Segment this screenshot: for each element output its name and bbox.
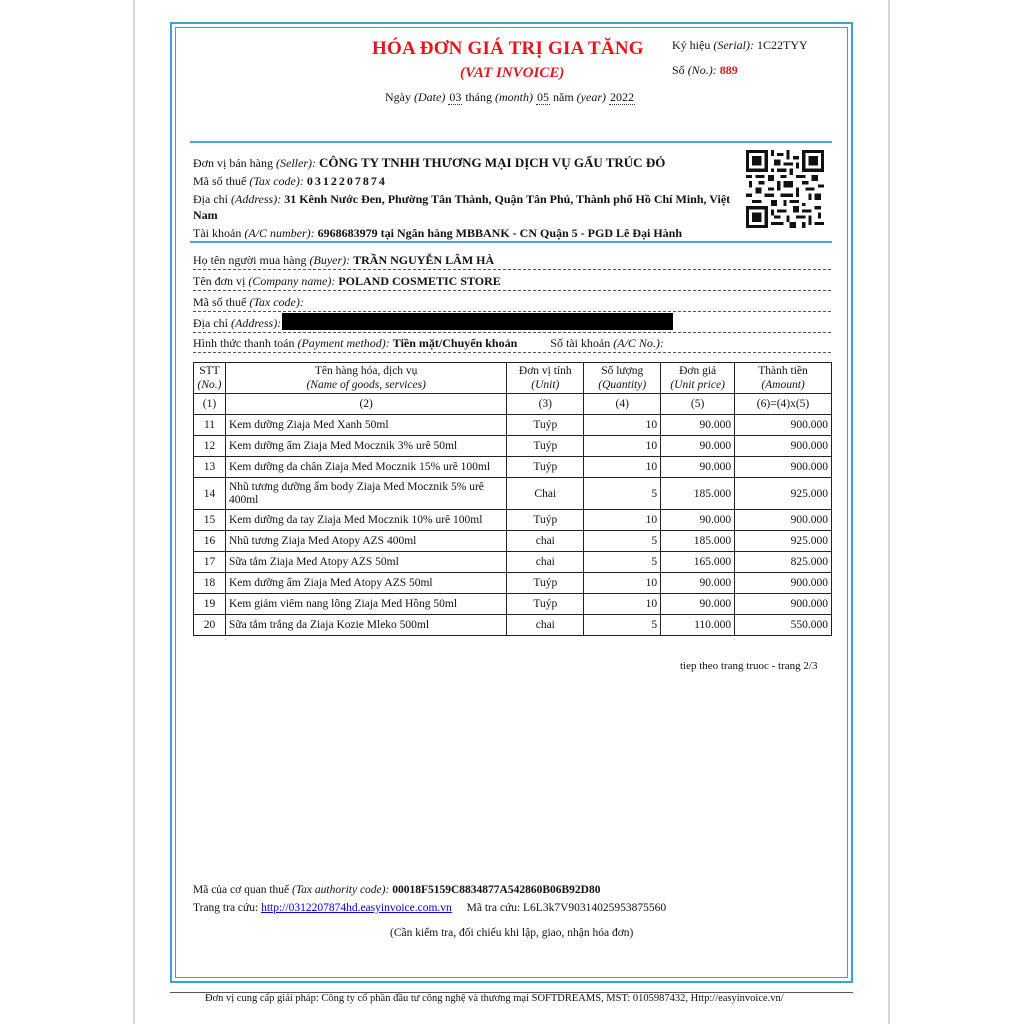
col-header-unit: Đơn vị tính (Unit) [507,363,584,394]
item-unit: Tuýp [507,573,584,594]
item-unit-price: 90.000 [661,510,735,531]
table-row [194,615,832,636]
buyer-company-line: Tên đơn vị (Company name): POLAND COSMETIC STORE [193,274,831,291]
item-name: Sữa tắm trắng da Ziaja Kozie Mleko 500ml [225,615,506,636]
column-index-row: (1) (2) (3) (4) (5) (6)=(4)x(5) [194,394,832,415]
item-unit: chai [507,552,584,573]
item-unit-price: 90.000 [661,415,735,436]
lookup-code: L6L3k7V90314025953875560 [523,902,667,914]
item-quantity: 5 [584,615,661,636]
col-header-amount: Thành tiền (Amount) [735,363,832,394]
item-amount: 925.000 [735,531,832,552]
authority-code-line: Mã của cơ quan thuế (Tax authority code): 00018F5159C8834877A542860B06B92D80 [193,884,601,896]
item-amount: 900.000 [735,457,832,478]
item-quantity: 10 [584,573,661,594]
row-number: 17 [194,552,226,573]
table-row [194,478,832,510]
row-number: 13 [194,457,226,478]
date-day: 03 [449,90,462,104]
invoice-title: HÓA ĐƠN GIÁ TRỊ GIA TĂNG [372,38,644,59]
item-quantity: 10 [584,415,661,436]
redacted-address [282,313,673,330]
row-number: 20 [194,615,226,636]
item-name: Sữa tắm Ziaja Med Atopy AZS 50ml [225,552,506,573]
col-header-no: STT (No.) [194,363,226,394]
seller-name-line: Đơn vị bán hàng (Seller): CÔNG TY TNHH THƯƠNG MẠI DỊCH VỤ GẤU TRÚC ĐỎ [193,155,666,170]
item-unit-price: 110.000 [661,615,735,636]
row-number: 11 [194,415,226,436]
col-header-unit-price: Đơn giá (Unit price) [661,363,735,394]
seller-account-line: Tài khoản (A/C number): 6968683979 tại Ngân hàng MBBANK - CN Quận 5 - PGD Lê Đại Hành [193,226,683,240]
item-name: Kem dưỡng da chân Ziaja Med Mocznik 15% urê 100ml [225,457,506,478]
item-unit: Chai [507,478,584,510]
table-row [194,573,832,594]
item-quantity: 10 [584,436,661,457]
lookup-link[interactable]: http://0312207874hd.easyinvoice.com.vn [261,902,452,914]
item-amount: 900.000 [735,436,832,457]
authority-code: 00018F5159C8834877A542860B06B92D80 [392,884,601,896]
lookup-line: Trang tra cứu: http://0312207874hd.easyinvoice.com.vn Mã tra cứu: L6L3k7V90314025953875560 [193,902,667,914]
item-name: Nhũ tương Ziaja Med Atopy AZS 400ml [225,531,506,552]
col-header-quantity: Số lượng (Quantity) [584,363,661,394]
row-number: 16 [194,531,226,552]
paper-edge-right [888,0,890,1024]
row-number: 14 [194,478,226,510]
item-unit: Tuýp [507,415,584,436]
divider [190,141,832,143]
buyer-name: TRẦN NGUYỄN LÂM HÀ [353,253,495,267]
item-unit-price: 90.000 [661,594,735,615]
seller-name: CÔNG TY TNHH THƯƠNG MẠI DỊCH VỤ GẤU TRÚC ĐỎ [318,155,666,170]
buyer-tax-line: Mã số thuế (Tax code): [193,295,831,312]
item-unit-price: 185.000 [661,531,735,552]
table-row [194,552,832,573]
item-quantity: 5 [584,478,661,510]
item-unit-price: 90.000 [661,457,735,478]
qr-code-icon [746,150,824,228]
serial-line: Ký hiệu (Serial): 1C22TYY [672,38,808,52]
buyer-name-line: Họ tên người mua hàng (Buyer): TRẦN NGUYỄN LÂM HÀ [193,253,831,270]
item-amount: 900.000 [735,594,832,615]
item-name: Kem dưỡng Ziaja Med Xanh 50ml [225,415,506,436]
item-quantity: 10 [584,457,661,478]
invoice-title-en: (VAT INVOICE) [460,65,565,81]
serial-value: 1C22TYY [756,38,808,52]
seller-address-line: Địa chỉ (Address): 31 Kênh Nước Đen, Phường Tân Thành, Quận Tân Phú, Thành phố Hồ Chí Minh, Việt Nam [193,192,731,222]
table-row [194,531,832,552]
item-amount: 900.000 [735,573,832,594]
check-note: (Cần kiểm tra, đối chiếu khi lập, giao, nhận hóa đơn) [390,927,634,939]
item-name: Nhũ tương dưỡng ẩm body Ziaja Med Mocznik 5% urê 400ml [225,478,506,510]
invoice-number-line: Số (No.): 889 [672,63,738,77]
seller-account: 6968683979 tại Ngân hàng MBBANK - CN Quận 5 - PGD Lê Đại Hành [317,226,683,240]
invoice-number: 889 [719,63,738,77]
items-table [193,362,832,636]
date-line: Ngày (Date) 03 tháng (month) 05 năm (year) 2022 [385,90,634,104]
item-unit-price: 185.000 [661,478,735,510]
item-amount: 825.000 [735,552,832,573]
item-quantity: 5 [584,552,661,573]
table-header-row [194,363,832,394]
buyer-address-line: Địa chỉ (Address): [193,316,831,333]
item-name: Kem giảm viêm nang lông Ziaja Med Hồng 50ml [225,594,506,615]
item-quantity: 5 [584,531,661,552]
row-number: 12 [194,436,226,457]
item-amount: 925.000 [735,478,832,510]
item-unit: Tuýp [507,436,584,457]
item-name: Kem dưỡng ẩm Ziaja Med Mocznik 3% urê 50ml [225,436,506,457]
item-unit: chai [507,531,584,552]
continuation-note: tiep theo trang truoc - trang 2/3 [680,660,818,672]
item-unit: chai [507,615,584,636]
item-quantity: 10 [584,594,661,615]
buyer-company: POLAND COSMETIC STORE [338,274,501,288]
item-unit-price: 165.000 [661,552,735,573]
divider [190,241,832,243]
item-amount: 900.000 [735,510,832,531]
footer-provider: Đơn vị cung cấp giải pháp: Công ty cổ phần đầu tư công nghệ và thương mại SOFTDREAMS, MST: 0105987432, Http://easyinvoice.vn/ [205,993,784,1004]
paper-edge-left [133,0,135,1024]
item-unit: Tuýp [507,594,584,615]
date-year: 2022 [610,90,634,104]
item-quantity: 10 [584,510,661,531]
date-month: 05 [537,90,549,104]
item-amount: 900.000 [735,415,832,436]
row-number: 15 [194,510,226,531]
item-unit-price: 90.000 [661,436,735,457]
seller-tax-code: 0312207874 [306,174,387,188]
table-row [194,510,832,531]
seller-tax-line: Mã số thuế (Tax code): 0312207874 [193,174,387,188]
table-row [194,415,832,436]
table-row [194,457,832,478]
item-unit: Tuýp [507,510,584,531]
col-header-name: Tên hàng hóa, dịch vụ (Name of goods, services) [225,363,506,394]
row-number: 19 [194,594,226,615]
row-number: 18 [194,573,226,594]
item-name: Kem dưỡng ẩm Ziaja Med Atopy AZS 50ml [225,573,506,594]
item-name: Kem dưỡng da tay Ziaja Med Mocznik 10% urê 100ml [225,510,506,531]
item-unit: Tuýp [507,457,584,478]
table-row [194,436,832,457]
table-row [194,594,832,615]
payment-line: Hình thức thanh toán (Payment method): Tiền mặt/Chuyển khoản Số tài khoản (A/C No.): [193,336,831,353]
item-amount: 550.000 [735,615,832,636]
payment-method: Tiền mặt/Chuyển khoản [392,336,518,350]
seller-address: 31 Kênh Nước Đen, Phường Tân Thành, Quận Tân Phú, Thành phố Hồ Chí Minh, Việt Nam [193,192,731,222]
item-unit-price: 90.000 [661,573,735,594]
